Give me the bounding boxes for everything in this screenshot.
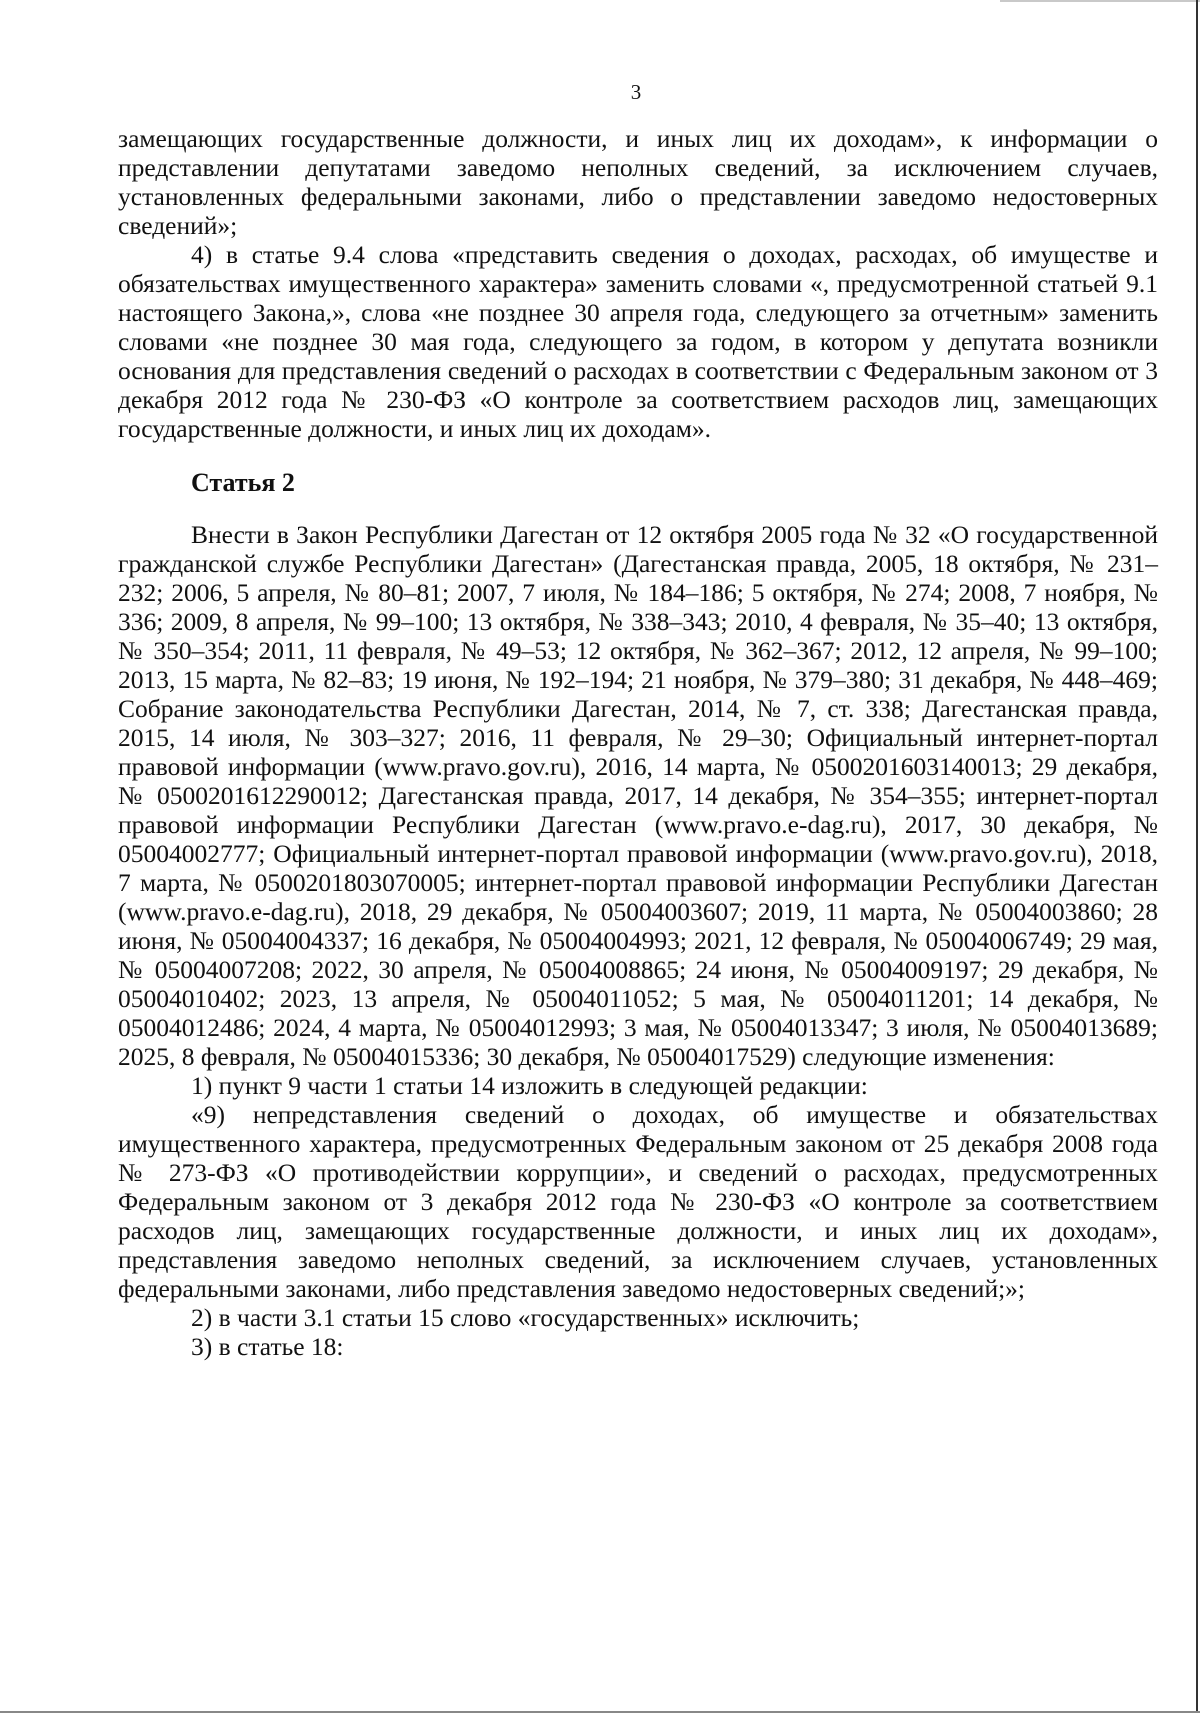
paragraph-item-4: 4) в статье 9.4 слова «представить сведения о доходах, расходах, об имуществе и обязательствах имущественного характера» заменить словами «, предусмотренной статьей 9.1 настоящего Закона,», слова «не позднее 30 апреля года, следующего за отчетным» заменить словами «не позднее 30 мая года, следующего за годом, в котором у депутата возникли основания для представления сведений о расходах в соответствии с Федеральным законом от 3 декабря 2012 года № 230-ФЗ «О контроле за соответствием расходов лиц, замещающих государственные должности, и иных лиц их доходам». <box>118 240 1158 443</box>
page-number: 3 <box>630 80 642 104</box>
paragraph-item-3: 3) в статье 18: <box>191 1332 344 1361</box>
paragraph-item-2: 2) в части 3.1 статьи 15 слово «государственных» исключить; <box>191 1303 860 1332</box>
paragraph-continuation: замещающих государственные должности, и иных лиц их доходам», к информации о представлении депутатами заведомо неполных сведений, за исключением случаев, установленных федеральными законами, либо о представлении заведомо недостоверных сведений»; <box>118 124 1158 240</box>
scan-top-edge <box>1000 0 1200 2</box>
paragraph-item-1: 1) пункт 9 части 1 статьи 14 изложить в следующей редакции: <box>191 1071 868 1100</box>
scan-right-edge <box>1196 0 1198 1713</box>
paragraph-item-9-text: «9) непредставления сведений о доходах, об имуществе и обязательствах имущественного характера, предусмотренных Федеральным законом от 25 декабря 2008 года № 273-ФЗ «О противодействии коррупции», и сведений о расходах, предусмотренных Федеральным законом от 3 декабря 2012 года № 230-ФЗ «О контроле за соответствием расходов лиц, замещающих государственные должности, и иных лиц их доходам», представления заведомо неполных сведений, за исключением случаев, установленных федеральными законами, либо представления заведомо недостоверных сведений;»; <box>118 1100 1158 1303</box>
document-body <box>118 124 1158 1361</box>
paragraph-article-2-intro: Внести в Закон Республики Дагестан от 12 октября 2005 года № 32 «О государственной гражданской службе Республики Дагестан» (Дагестанская правда, 2005, 18 октября, № 231–232; 2006, 5 апреля, № 80–81; 2007, 7 июля, № 184–186; 5 октября, № 274; 2008, 7 ноября, № 336; 2009, 8 апреля, № 99–100; 13 октября, № 338–343; 2010, 4 февраля, № 35–40; 13 октября, № 350–354; 2011, 11 февраля, № 49–53; 12 октября, № 362–367; 2012, 12 апреля, № 99–100; 2013, 15 марта, № 82–83; 19 июня, № 192–194; 21 ноября, № 379–380; 31 декабря, № 448–469; Собрание законодательства Республики Дагестан, 2014, № 7, ст. 338; Дагестанская правда, 2015, 14 июля, № 303–327; 2016, 11 февраля, № 29–30; Официальный интернет-портал правовой информации (www.pravo.gov.ru), 2016, 14 марта, № 0500201603140013; 29 декабря, № 0500201612290012; Дагестанская правда, 2017, 14 декабря, № 354–355; интернет-портал правовой информации Республики Дагестан (www.pravo.e-dag.ru), 2017, 30 декабря, № 05004002777; Официальный интернет-портал правовой информации (www.pravo.gov.ru), 2018, 7 марта, № 0500201803070005; интернет-портал правовой информации Республики Дагестан (www.pravo.e-dag.ru), 2018, 29 декабря, № 05004003607; 2019, 11 марта, № 05004003860; 28 июня, № 05004004337; 16 декабря, № 05004004993; 2021, 12 февраля, № 05004006749; 29 мая, № 05004007208; 2022, 30 апреля, № 05004008865; 24 июня, № 05004009197; 29 декабря, № 05004010402; 2023, 13 апреля, № 05004011052; 5 мая, № 05004011201; 14 декабря, № 05004012486; 2024, 4 марта, № 05004012993; 3 мая, № 05004013347; 3 июля, № 05004013689; 2025, 8 февраля, № 05004015336; 30 декабря, № 05004017529) следующие изменения: <box>118 520 1158 1071</box>
article-heading: Статья 2 <box>191 468 295 497</box>
